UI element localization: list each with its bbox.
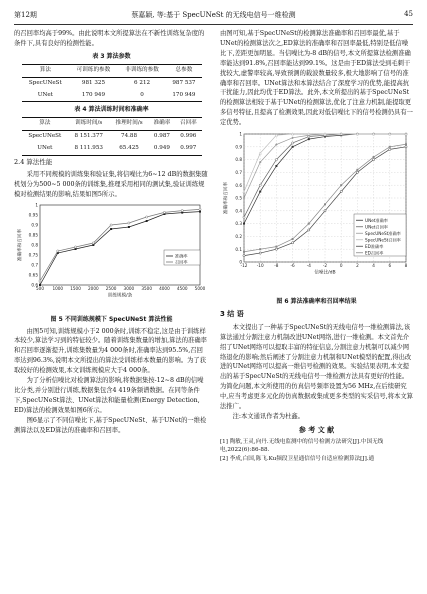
table-row [22,77,202,89]
data-point [291,133,293,135]
table-cell: 74.88 [121,133,138,140]
data-point [308,229,310,231]
y-tick-label: 0.9 [235,144,242,150]
page-number: 45 [404,10,413,18]
data-point [324,133,326,135]
data-point [275,165,277,167]
data-point [389,148,391,150]
data-point [275,159,277,161]
data-point [259,248,261,250]
data-point [128,222,130,224]
data-point [389,146,391,148]
table-header: 算法 [22,118,69,131]
figure5-caption: 图 5 不同训练规模下 SpecUNeSt 算法性能 [50,315,173,323]
y-tick-label: 0 [239,259,242,265]
paragraph: 为了分析信噪比对检测算法的影响,将数据集按-12~8 dB的信噪比分类,并分别进行训练,数据集包含4 419条频谱数据。在同等条件下,SpecUNeSt算法、UNet算法和能量检测(Energy Detection, ED)算法的检测效果如图6所示。 [14,377,204,414]
data-point [74,246,76,248]
table-cell: 0 [118,90,167,102]
data-point [199,210,201,212]
note: 注:本文通讯作者为杜鑫。 [232,412,304,420]
legend-label: 召回率 [175,259,188,265]
running-title: 蔡嘉颖, 等:基于 SpecUNeSt 的无线电信号一维检测 [131,11,296,19]
table-cell: 981 325 [81,79,106,86]
data-point [181,209,183,211]
data-point [308,138,310,140]
table-cell: 987 537 [172,79,196,86]
x-tick-label: 4000 [159,285,170,291]
table-cell: UNet [22,143,69,155]
table-header: 非训练的参数 [118,64,167,77]
y-axis-label: 准确率和召回率 [18,228,23,261]
data-point [243,255,245,257]
paragraph: 采用不同规模的训练集和验证集,将信噪比为6~12 dB的数据集随机划分为500~5 000条的训练集,推理采用相同的测试集,验证训练规模对检测结果的影响,结果如图5所示。 [14,170,208,198]
x-tick-label: 4 [372,263,375,269]
data-point [259,184,261,186]
table-cell: 170 949 [166,90,201,102]
table-cell: SpecUNeSt [28,79,62,86]
x-tick-label: -6 [290,263,295,269]
table-cell: UNet [22,90,70,102]
legend-label: SpecUNeSt召回率 [365,237,401,243]
x-tick-label: 8 [404,263,408,269]
section-heading: 3 结 语 [220,309,244,318]
y-tick-label: 0.95 [28,212,38,218]
data-point [259,191,261,193]
table-row [22,143,202,155]
legend-label: ED准确率 [365,243,384,249]
table-cell: 65.425 [109,143,148,155]
data-point [292,146,294,148]
data-point [292,238,294,240]
data-point [146,216,148,218]
x-tick-label: -8 [274,263,279,269]
data-point [128,226,130,228]
table3 [22,64,202,103]
table-header: 算法 [22,64,70,77]
table-cell: 170 949 [69,90,118,102]
data-point [57,250,59,252]
y-tick-label: 0.75 [28,252,38,258]
table-header: 总参数 [166,64,201,77]
left-column [14,29,209,435]
data-point [243,216,245,218]
legend-label: UNet准确率 [365,217,388,223]
data-point [259,252,261,254]
figure5-chart [14,200,209,308]
data-point [340,191,342,193]
y-tick-label: 0.6 [235,182,242,188]
data-point [291,137,294,140]
y-tick-label: 0.7 [31,262,38,268]
table-header: 可训练的参数 [69,64,118,77]
y-axis-label: 准确率和召回率 [224,181,229,215]
figure6-chart [220,128,413,290]
x-tick-label: 1500 [70,285,81,291]
y-tick-label: 0.2 [235,234,242,240]
table-row [22,131,202,143]
y-tick-label: 0.8 [235,157,242,163]
series-line [40,211,200,284]
y-tick-label: 0.9 [31,222,38,228]
reference-item: [2] 李成,白国,陈飞.Ku频段卫星通信信号自适应检测算法[J].通 [220,455,375,462]
data-point [308,133,310,135]
data-point [356,169,358,171]
y-tick-label: 0.5 [235,195,242,201]
table-cell: SpecUNeSt [28,133,62,140]
issue-number: 第12期 [14,11,37,19]
right-column [220,29,413,464]
table-header: 训练时间/s [68,118,109,131]
data-point [292,142,294,144]
x-tick-label: 4500 [176,285,188,291]
table4-caption: 表 4 算法训练时间和准确率 [74,106,149,114]
paragraph: 图6显示了不同信噪比下,基于SpecUNeSt、基于UNet的一维检测算法以及ED算法的准确率和召回率。 [14,416,207,434]
data-point [356,171,358,173]
data-point [405,143,407,145]
x-tick-label: -12 [240,263,248,269]
data-point [405,146,407,148]
data-point [324,210,326,212]
paragraph: 的召回率均高于99%。由此说明本文所提算法在不新性训练复杂度的条件下,具有良好的检测性能。 [14,30,205,47]
data-point [373,156,375,158]
x-tick-label: 500 [36,285,44,291]
x-tick-label: 2500 [105,285,117,291]
table-header: 推理时间/s [109,118,148,131]
x-tick-label: 2000 [87,285,99,291]
data-point [39,284,41,286]
x-tick-label: 5000 [194,285,206,291]
x-tick-label: 0 [339,263,343,269]
table-cell: 0.997 [175,143,201,155]
plot-frame [40,205,200,285]
legend-label: SpecUNeSt准确率 [365,230,401,236]
section-heading: 2.4 算法性能 [14,158,53,167]
x-tick-label: 1000 [52,285,64,291]
data-point [308,223,310,225]
data-point [340,184,342,186]
y-tick-label: 1 [239,131,242,137]
x-axis-label: 训练规模/条 [107,293,133,299]
y-tick-label: 0.65 [28,272,38,278]
series-line [40,209,200,281]
x-tick-label: -10 [256,263,264,269]
data-point [243,197,246,200]
data-point [110,224,112,226]
data-point [92,242,94,244]
x-tick-label: 6 [388,263,392,269]
paragraph: 由图5可知,训练规模小于2 000条时,训练不稳定,这是由于训练样本较少,算法学习到的特征较少。随着训练集数量的增加,算法的准确率和召回率逐渐提升,训练集数量为4 000条时,准确率达到95.5%,召回率达到96.3%,说明本文所提出的算法受训练样本数量的影响。为了获取较好的检测效果,本文训练规模应大于4 000条。 [14,327,207,375]
y-tick-label: 0.6 [31,282,38,288]
table-cell: 0.996 [180,133,197,140]
legend-label: UNet召回率 [365,224,388,230]
reference-item: [1] 陶敏,王灵,向丹.无线电监测中的信号检测方法研究[J].中国无线电,2022(6):86-88. [220,438,384,454]
legend-label: 准确率 [175,253,188,259]
data-point [275,248,277,250]
data-point [110,228,112,230]
paragraph: 由图可知,基于SpecUNeSt的检测算法准确率和召回率最优,基于UNet的检测算法次之,ED算法的准确率和召回率最低,特别是低信噪比下,差距更加明显。当信噪比为-8 dB的信号,本文所提算法检测准确率能达到91.8%,召回率能达到99.1%。这是由于ED算法受到毛刺干扰较大,虚警率较高,导致预测的载波数量较多,极大地影响了信号的准确率和召回率。UNet算法和本算法结合了深度学习的优势,能提高抗干扰能力,因此均优于ED算法。此外,本文所提出的基于SpecUNeSt的检测算法相较于基于UNet的检测算法,优化了注意力机制,能提取更多信号特征,且提高了检测效果,因此对低信噪比下的信号检测仍具有一定优势。 [220,30,413,127]
figure6-caption: 图 6 算法准确率和召回率结果 [276,297,357,305]
data-point [324,203,326,205]
x-tick-label: 2 [356,263,359,269]
data-point [163,211,165,213]
data-point [243,251,245,253]
header-rule [14,24,413,25]
data-point [243,223,245,225]
data-point [146,220,148,222]
table3-caption: 表 3 算法参数 [92,52,131,60]
table-cell: 8 111.953 [68,143,109,155]
y-tick-label: 0.3 [235,221,242,227]
table-row [22,90,202,102]
x-tick-label: -4 [306,263,311,269]
data-point [275,246,277,248]
y-tick-label: 0.1 [235,246,242,252]
table-cell: 0.949 [149,143,175,155]
page-header [14,10,413,22]
table-header: 召回率 [175,118,201,131]
table-cell: 0.987 [153,133,170,140]
data-point [243,190,245,192]
table-header: 准确率 [149,118,175,131]
y-tick-label: 0.85 [28,232,38,238]
y-tick-label: 0.8 [31,242,38,248]
data-point [199,208,201,210]
x-tick-label: 3000 [123,285,135,291]
references-heading: 参 考 文 献 [298,425,335,434]
y-tick-label: 0.7 [235,170,242,176]
data-point [39,280,41,282]
table-cell: 6 212 [134,79,151,86]
paragraph: 本文提出了一种基于SpecUNeSt的无线电信号一维检测算法,该算法通过分割注意力机制改进UNet网络,进行一维检测。本文首先介绍了UNet网络可以提取丰富的特征信息,分割注意力机制可以减少网络退化的影响;然后阐述了分割注意力机制和UNet模型的配置,得出改进的UNet网络可以提高一维信号检测的效果。实验结果表明,本文提出的基于SpecUNeSt的无线电信号一维检测方法具有更好的性能。为简化问题,本文所使用的仿真信号频率设置为56 MHz,在后续研究中,应当考虑更多元化的仿真数据或集成更多类型的实采信号,将本文算法推广。 [220,323,413,411]
data-point [292,242,294,244]
table-cell: 8 151.377 [74,133,103,140]
y-tick-label: 1 [35,202,38,208]
legend-label: ED召回率 [365,250,384,256]
y-tick-label: 0.4 [235,208,242,214]
x-tick-label: -2 [322,263,328,269]
table4 [22,117,202,156]
data-point [373,159,375,161]
x-axis-label: 信噪比/dB [314,270,336,276]
x-tick-label: 3500 [141,285,153,291]
